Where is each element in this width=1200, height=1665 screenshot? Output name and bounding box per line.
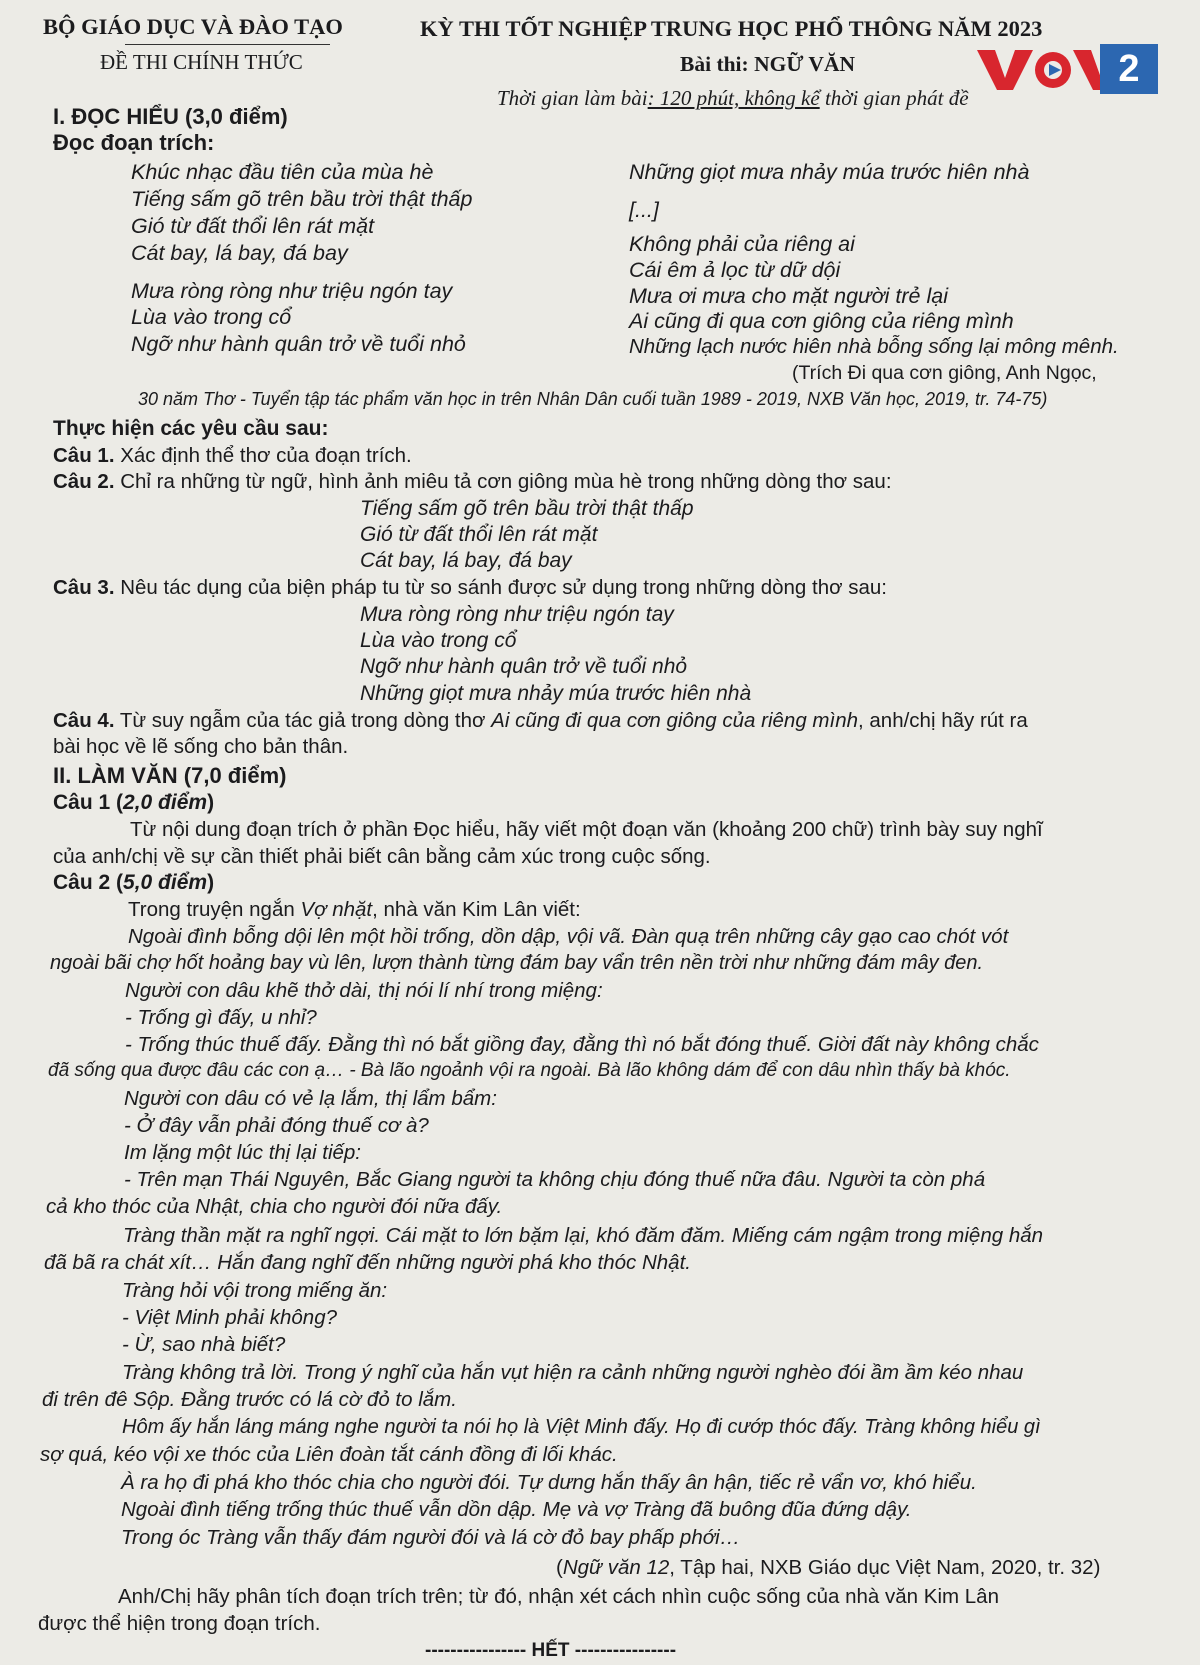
poem-right-line: Những giọt mưa nhảy múa trước hiên nhà: [629, 160, 1030, 184]
poem-right-line: [...]: [629, 198, 659, 222]
vov2-logo-number: 2: [1100, 44, 1158, 94]
poem-left-line: Ngỡ như hành quân trở về tuổi nhỏ: [131, 332, 466, 356]
excerpt-line: đi trên đê Sộp. Đằng trước có lá cờ đỏ to lắm.: [42, 1388, 457, 1411]
question-4-text-b: , anh/chị hãy rút ra: [858, 709, 1028, 732]
poem-source-line2: 30 năm Thơ - Tuyển tập tác phẩm văn học in trên Nhân Dân cuối tuần 1989 - 2019, NXB Văn học, 2019, tr. 74-75): [138, 389, 1048, 409]
exam-title: KỲ THI TỐT NGHIỆP TRUNG HỌC PHỔ THÔNG NĂM 2023: [420, 16, 1043, 41]
poem-left-line: Lùa vào trong cổ: [131, 305, 292, 329]
end-marker: ---------------- HẾT ----------------: [425, 1640, 677, 1661]
part2-heading: II. LÀM VĂN (7,0 điểm): [53, 763, 287, 788]
excerpt-line: Ngoài đình tiếng trống thúc thuế vẫn dồn dập. Mẹ và vợ Tràng đã buông đũa đứng dậy.: [121, 1498, 912, 1521]
question-3-text: Nêu tác dụng của biện pháp tu từ so sánh được sử dụng trong những dòng thơ sau:: [114, 576, 887, 599]
question-3-verse: Lùa vào trong cổ: [360, 629, 517, 652]
essay-2-intro-b: , nhà văn Kim Lân viết:: [372, 898, 581, 921]
excerpt-line: Tràng không trả lời. Trong ý nghĩ của hắn vụt hiện ra cảnh những người nghèo đói ầm ầm kéo nhau: [122, 1361, 1024, 1384]
question-2: [53, 470, 892, 494]
essay-2-heading: [53, 871, 214, 895]
excerpt-source: [556, 1556, 1100, 1580]
question-2-label: Câu 2.: [53, 470, 115, 493]
ministry-title: BỘ GIÁO DỤC VÀ ĐÀO TẠO: [43, 14, 343, 39]
question-4-quote: Ai cũng đi qua cơn giông của riêng mình: [491, 709, 858, 732]
essay-2-intro: [128, 898, 581, 922]
essay-2-label: Câu 2 (: [53, 871, 124, 894]
question-2-verse: Cát bay, lá bay, đá bay: [360, 549, 572, 572]
poem-right-line: Mưa ơi mưa cho mặt người trẻ lại: [629, 284, 948, 308]
excerpt-line: Hôm ấy hắn láng máng nghe người ta nói họ là Việt Minh đấy. Họ đi cướp thóc đấy. Tràng không hiểu gì: [122, 1416, 1041, 1438]
excerpt-line: À ra họ đi phá kho thóc chia cho người đói. Tự dưng hắn thấy ân hận, tiếc rẻ vẩn vơ, khó hiểu.: [121, 1471, 977, 1494]
essay-2-task-line1: Anh/Chị hãy phân tích đoạn trích trên; từ đó, nhận xét cách nhìn cuộc sống của nhà văn Kim Lân: [118, 1585, 999, 1608]
ministry-underline: [125, 44, 330, 45]
time-suffix: thời gian phát đề: [819, 86, 969, 110]
excerpt-line: - Việt Minh phải không?: [122, 1306, 338, 1329]
poem-right-line: Không phải của riêng ai: [629, 232, 855, 256]
poem-left-line: Gió từ đất thổi lên rát mặt: [131, 214, 375, 238]
excerpt-source-rest: , Tập hai, NXB Giáo dục Việt Nam, 2020, tr. 32): [669, 1556, 1101, 1579]
question-4: [53, 709, 1028, 733]
excerpt-line: Ngoài đình bỗng dội lên một hồi trống, dồn dập, vội vã. Đàn quạ trên những cây gạo cao chót vót: [128, 925, 1009, 948]
poem-source-line1: (Trích Đi qua cơn giông, Anh Ngọc,: [792, 362, 1097, 384]
essay-1-prompt-line1: Từ nội dung đoạn trích ở phần Đọc hiểu, hãy viết một đoạn văn (khoảng 200 chữ) trình bày suy nghĩ: [130, 818, 1043, 841]
question-3-label: Câu 3.: [53, 576, 115, 599]
essay-1-label: Câu 1 (: [53, 791, 124, 814]
excerpt-line: - Trên mạn Thái Nguyên, Bắc Giang người ta không chịu đóng thuế nữa đâu. Người ta còn phá: [124, 1168, 986, 1191]
time-prefix: Thời gian làm bài: [497, 86, 648, 110]
time-value: : 120 phút, không kể: [647, 86, 820, 110]
excerpt-line: đã bã ra chát xít… Hắn đang nghĩ đến những người phá kho thóc Nhật.: [44, 1251, 691, 1274]
excerpt-line: cả kho thóc của Nhật, chia cho người đói nữa đấy.: [46, 1195, 503, 1218]
poem-left-line: Mưa ròng ròng như triệu ngón tay: [131, 279, 453, 303]
essay-1-heading: [53, 791, 214, 815]
time-allowed: [497, 86, 969, 111]
essay-2-intro-a: Trong truyện ngắn: [128, 898, 301, 921]
poem-right-line: Những lạch nước hiên nhà bỗng sống lại mông mênh.: [629, 335, 1119, 358]
read-label: Đọc đoạn trích:: [53, 130, 215, 155]
part1-heading: I. ĐỌC HIỂU (3,0 điểm): [53, 104, 288, 129]
question-4-line2: bài học về lẽ sống cho bản thân.: [53, 735, 349, 758]
excerpt-line: - Trống thúc thuế đấy. Đằng thì nó bắt giồng đay, đằng thì nó bắt đóng thuế. Giời đất này không chắc: [125, 1033, 1039, 1056]
excerpt-line: ngoài bãi chợ hốt hoảng bay vù lên, lượn thành từng đám bay vẩn trên nền trời như những đám mây đen.: [50, 952, 984, 974]
excerpt-line: Người con dâu có vẻ lạ lắm, thị lẩm bẩm:: [124, 1087, 497, 1110]
question-2-verse: Tiếng sấm gõ trên bầu trời thật thấp: [360, 497, 694, 520]
excerpt-line: Tràng thần mặt ra nghĩ ngợi. Cái mặt to lớn bặm lại, khó đăm đăm. Miếng cám ngậm trong miệng hắn: [123, 1224, 1044, 1247]
subject-label: Bài thi: NGỮ VĂN: [680, 52, 855, 76]
question-3-verse: Những giọt mưa nhảy múa trước hiên nhà: [360, 682, 752, 705]
question-1-text: Xác định thể thơ của đoạn trích.: [114, 444, 412, 467]
poem-left-line: Tiếng sấm gõ trên bầu trời thật thấp: [131, 187, 473, 211]
excerpt-line: Người con dâu khẽ thở dài, thị nói lí nhí trong miệng:: [125, 979, 603, 1002]
essay-1-close: ): [207, 791, 215, 814]
essay-1-prompt-line2: của anh/chị về sự cần thiết phải biết cân bằng cảm xúc trong cuộc sống.: [53, 845, 711, 868]
question-3-verse: Mưa ròng ròng như triệu ngón tay: [360, 603, 674, 626]
essay-2-close: ): [207, 871, 215, 894]
question-2-text: Chỉ ra những từ ngữ, hình ảnh miêu tả cơn giông mùa hè trong những dòng thơ sau:: [114, 470, 892, 493]
question-3: [53, 576, 887, 600]
essay-2-work-title: Vợ nhặt: [300, 898, 373, 921]
excerpt-line: sợ quá, kéo vội xe thóc của Liên đoàn tắt cánh đồng đi lối khác.: [40, 1443, 618, 1466]
excerpt-line: đã sống qua được đâu các con ạ… - Bà lão ngoảnh vội ra ngoài. Bà lão không dám để con dâu nhìn thấy bà khóc.: [48, 1060, 1011, 1081]
question-4-text-a: Từ suy ngẫm của tác giả trong dòng thơ: [114, 709, 492, 732]
question-1-label: Câu 1.: [53, 444, 115, 467]
question-2-verse: Gió từ đất thổi lên rát mặt: [360, 523, 598, 546]
poem-left-line: Khúc nhạc đầu tiên của mùa hè: [131, 160, 434, 184]
essay-1-points: 2,0 điểm: [123, 791, 208, 814]
excerpt-source-open: (: [556, 1556, 563, 1579]
essay-2-task-line2: được thể hiện trong đoạn trích.: [38, 1612, 321, 1635]
excerpt-line: - Trống gì đấy, u nhỉ?: [125, 1006, 317, 1029]
excerpt-line: - Ừ, sao nhà biết?: [122, 1333, 286, 1356]
essay-2-points: 5,0 điểm: [123, 871, 208, 894]
excerpt-line: Im lặng một lúc thị lại tiếp:: [124, 1141, 361, 1164]
question-3-verse: Ngỡ như hành quân trở về tuổi nhỏ: [360, 655, 688, 678]
question-1: [53, 444, 412, 468]
excerpt-line: Trong óc Tràng vẫn thấy đám người đói và lá cờ đỏ bay phấp phới…: [121, 1526, 741, 1549]
poem-left-line: Cát bay, lá bay, đá bay: [131, 241, 348, 265]
excerpt-source-title: Ngữ văn 12: [562, 1556, 670, 1579]
poem-right-line: Cái êm ả lọc từ dữ dội: [629, 258, 841, 282]
poem-right-line: Ai cũng đi qua cơn giông của riêng mình: [629, 309, 1014, 333]
excerpt-line: - Ở đây vẫn phải đóng thuế cơ à?: [124, 1114, 429, 1137]
excerpt-line: Tràng hỏi vội trong miếng ăn:: [122, 1279, 388, 1302]
tasks-label: Thực hiện các yêu cầu sau:: [53, 417, 329, 440]
exam-type-label: ĐỀ THI CHÍNH THỨC: [100, 50, 303, 74]
question-4-label: Câu 4.: [53, 709, 115, 732]
